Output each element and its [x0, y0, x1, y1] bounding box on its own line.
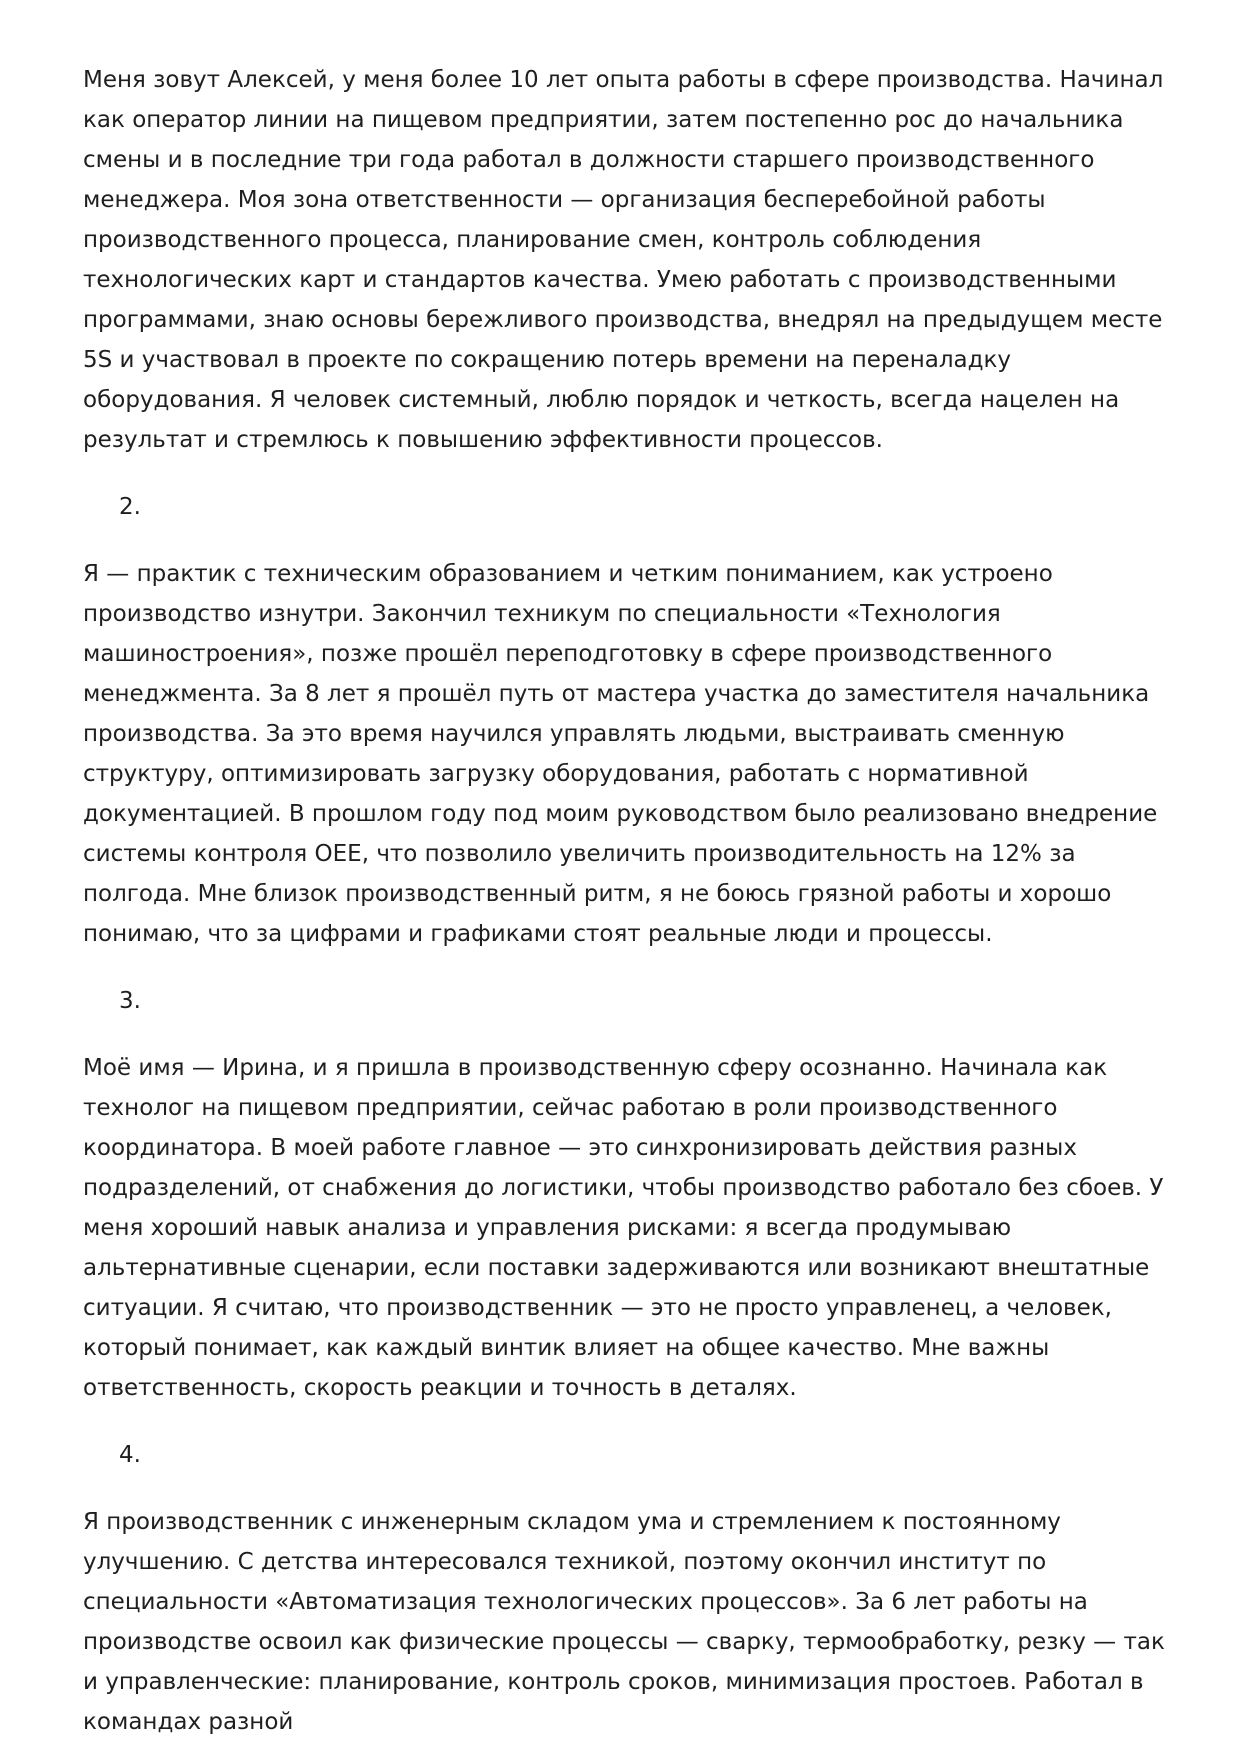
list-number-2: 2.: [119, 494, 141, 520]
paragraph-2: Я — практик с техническим образованием и четким пониманием, как устроено производство изнутри. Закончил техникум по специальности «Технология машиностроения», позже прошёл переподготовку в сфере производственного менеджмента. За 8 лет я прошёл путь от мастера участка до заместителя начальника производства. За это время научился управлять людьми, выстраивать сменную структуру, оптимизировать загрузку оборудования, работать с нормативной документацией. В прошлом году под моим руководством было реализовано внедрение системы контроля OEE, что позволило увеличить производительность на 12% за полгода. Мне близок производственный ритм, я не боюсь грязной работы и хорошо понимаю, что за цифрами и графиками стоят реальные люди и процессы.: [83, 561, 1158, 947]
paragraph-3: Моё имя — Ирина, и я пришла в производственную сферу осознанно. Начинала как технолог на пищевом предприятии, сейчас работаю в роли производственного координатора. В моей работе главное — это синхронизировать действия разных подразделений, от снабжения до логистики, чтобы производство работало без сбоев. У меня хороший навык анализа и управления рисками: я всегда продумываю альтернативные сценарии, если поставки задерживаются или возникают внештатные ситуации. Я считаю, что производственник — это не просто управленец, а человек, который понимает, как каждый винтик влияет на общее качество. Мне важны ответственность, скорость реакции и точность в деталях.: [83, 1055, 1164, 1401]
list-number-4: 4.: [119, 1442, 141, 1468]
list-number-3: 3.: [119, 988, 141, 1014]
document-body: [83, 60, 1173, 1742]
paragraph-1: Меня зовут Алексей, у меня более 10 лет опыта работы в сфере производства. Начинал как оператор линии на пищевом предприятии, затем постепенно рос до начальника смены и в последние три года работал в должности старшего производственного менеджера. Моя зона ответственности — организация бесперебойной работы производственного процесса, планирование смен, контроль соблюдения технологических карт и стандартов качества. Умею работать с производственными программами, знаю основы бережливого производства, внедрял на предыдущем месте 5S и участвовал в проекте по сокращению потерь времени на переналадку оборудования. Я человек системный, люблю порядок и четкость, всегда нацелен на результат и стремлюсь к повышению эффективности процессов.: [83, 67, 1164, 453]
paragraph-4: Я производственник с инженерным складом ума и стремлением к постоянному улучшению. С детства интересовался техникой, поэтому окончил институт по специальности «Автоматизация технологических процессов». За 6 лет работы на производстве освоил как физические процессы — сварку, термообработку, резку — так и управленческие: планирование, контроль сроков, минимизация простоев. Работал в командах разной: [83, 1509, 1165, 1735]
